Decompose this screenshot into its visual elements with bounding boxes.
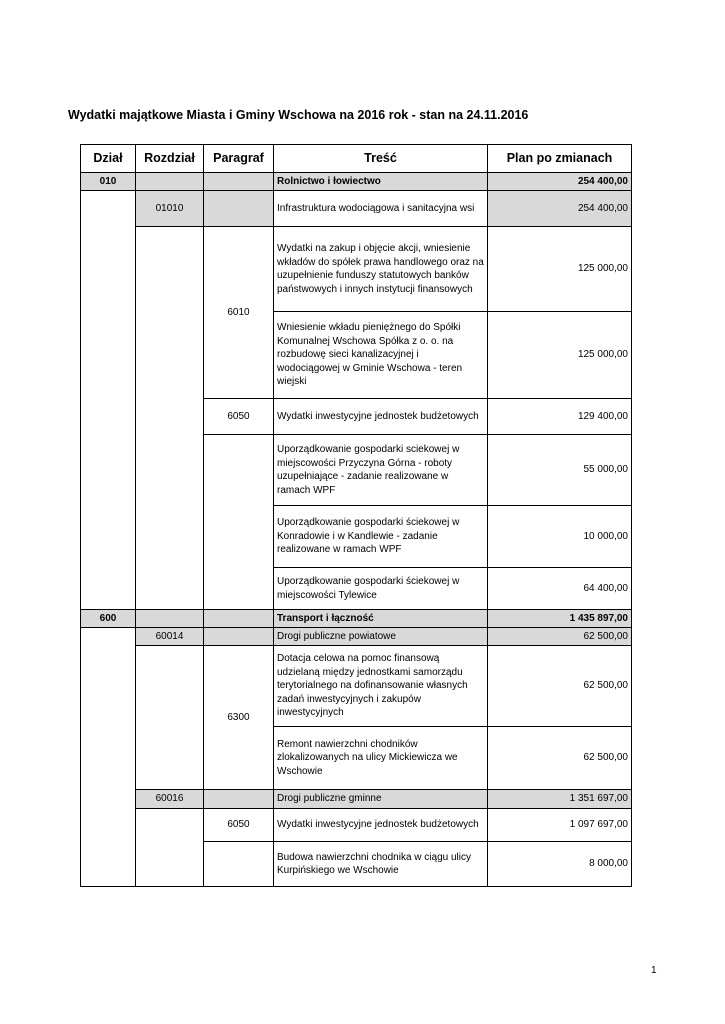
tresc-cell: Wniesienie wkładu pieniężnego do Spółki Komunalnej Wschowa Spółka z o. o. na rozbudowę sieci kanalizacyjnej i wodociągowej w Gminie Wschowa - teren wiejski (274, 312, 488, 399)
plan-cell: 125 000,00 (488, 227, 632, 312)
paragraf-cell: 6010 (204, 227, 274, 399)
plan-cell: 62 500,00 (488, 727, 632, 790)
plan-cell: 62 500,00 (488, 646, 632, 727)
plan-cell: 55 000,00 (488, 435, 632, 506)
dzial-cell: 600 (81, 610, 136, 628)
plan-cell: 10 000,00 (488, 506, 632, 568)
header-paragraf: Paragraf (204, 145, 274, 173)
table-row (81, 646, 632, 727)
tresc-cell: Drogi publiczne gminne (274, 790, 488, 809)
plan-cell: 64 400,00 (488, 568, 632, 610)
plan-cell: 129 400,00 (488, 399, 632, 435)
tresc-cell: Wydatki na zakup i objęcie akcji, wniesienie wkładów do spółek prawa handlowego oraz na uzupełnienie funduszy statutowych banków państwowych i innych instytucji finansowych (274, 227, 488, 312)
tresc-cell: Drogi publiczne powiatowe (274, 628, 488, 646)
header-plan: Plan po zmianach (488, 145, 632, 173)
header-dzial: Dział (81, 145, 136, 173)
paragraf-cell (204, 790, 274, 809)
table-row (81, 227, 632, 312)
rozdzial-cell (136, 227, 204, 610)
plan-cell: 1 351 697,00 (488, 790, 632, 809)
plan-cell: 1 435 897,00 (488, 610, 632, 628)
tresc-cell: Uporządkowanie gospodarki sciekowej w miejscowości Przyczyna Górna - roboty uzupełniające - zadanie realizowane w ramach WPF (274, 435, 488, 506)
tresc-cell: Uporządkowanie gospodarki ściekowej w miejscowości Tylewice (274, 568, 488, 610)
paragraf-cell: 6300 (204, 646, 274, 790)
dzial-cell (81, 628, 136, 887)
table-row (81, 191, 632, 227)
paragraf-cell (204, 173, 274, 191)
dzial-cell (81, 191, 136, 610)
plan-cell: 254 400,00 (488, 173, 632, 191)
paragraf-cell (204, 610, 274, 628)
header-rozdzial: Rozdział (136, 145, 204, 173)
plan-cell: 125 000,00 (488, 312, 632, 399)
table-row (81, 628, 632, 646)
table-header-row (81, 145, 632, 173)
table-row (81, 610, 632, 628)
table-row (81, 809, 632, 842)
budget-table (80, 144, 632, 887)
tresc-cell: Wydatki inwestycyjne jednostek budżetowych (274, 809, 488, 842)
rozdzial-cell (136, 173, 204, 191)
paragraf-cell: 6050 (204, 809, 274, 842)
plan-cell: 8 000,00 (488, 842, 632, 887)
page-title: Wydatki majątkowe Miasta i Gminy Wschowa na 2016 rok - stan na 24.11.2016 (68, 108, 529, 122)
plan-cell: 254 400,00 (488, 191, 632, 227)
plan-cell: 62 500,00 (488, 628, 632, 646)
paragraf-cell (204, 435, 274, 610)
paragraf-cell (204, 628, 274, 646)
tresc-cell: Rolnictwo i łowiectwo (274, 173, 488, 191)
table-row (81, 790, 632, 809)
page-number: 1 (651, 965, 657, 976)
rozdzial-cell: 60016 (136, 790, 204, 809)
paragraf-cell (204, 191, 274, 227)
rozdzial-cell (136, 610, 204, 628)
plan-cell: 1 097 697,00 (488, 809, 632, 842)
tresc-cell: Dotacja celowa na pomoc finansową udzielaną między jednostkami samorządu terytorialnego na dofinansowanie własnych zadań inwestycyjnych i zakupów inwestycyjnych (274, 646, 488, 727)
tresc-cell: Budowa nawierzchni chodnika w ciągu ulicy Kurpińskiego we Wschowie (274, 842, 488, 887)
tresc-cell: Wydatki inwestycyjne jednostek budżetowych (274, 399, 488, 435)
dzial-cell: 010 (81, 173, 136, 191)
tresc-cell: Uporządkowanie gospodarki ściekowej w Konradowie i w Kandlewie - zadanie realizowane w ramach WPF (274, 506, 488, 568)
rozdzial-cell (136, 809, 204, 887)
paragraf-cell: 6050 (204, 399, 274, 435)
rozdzial-cell: 01010 (136, 191, 204, 227)
rozdzial-cell (136, 646, 204, 790)
header-tresc: Treść (274, 145, 488, 173)
paragraf-cell (204, 842, 274, 887)
tresc-cell: Remont nawierzchni chodników zlokalizowanych na ulicy Mickiewicza we Wschowie (274, 727, 488, 790)
table-row (81, 173, 632, 191)
tresc-cell: Transport i łączność (274, 610, 488, 628)
rozdzial-cell: 60014 (136, 628, 204, 646)
tresc-cell: Infrastruktura wodociągowa i sanitacyjna wsi (274, 191, 488, 227)
